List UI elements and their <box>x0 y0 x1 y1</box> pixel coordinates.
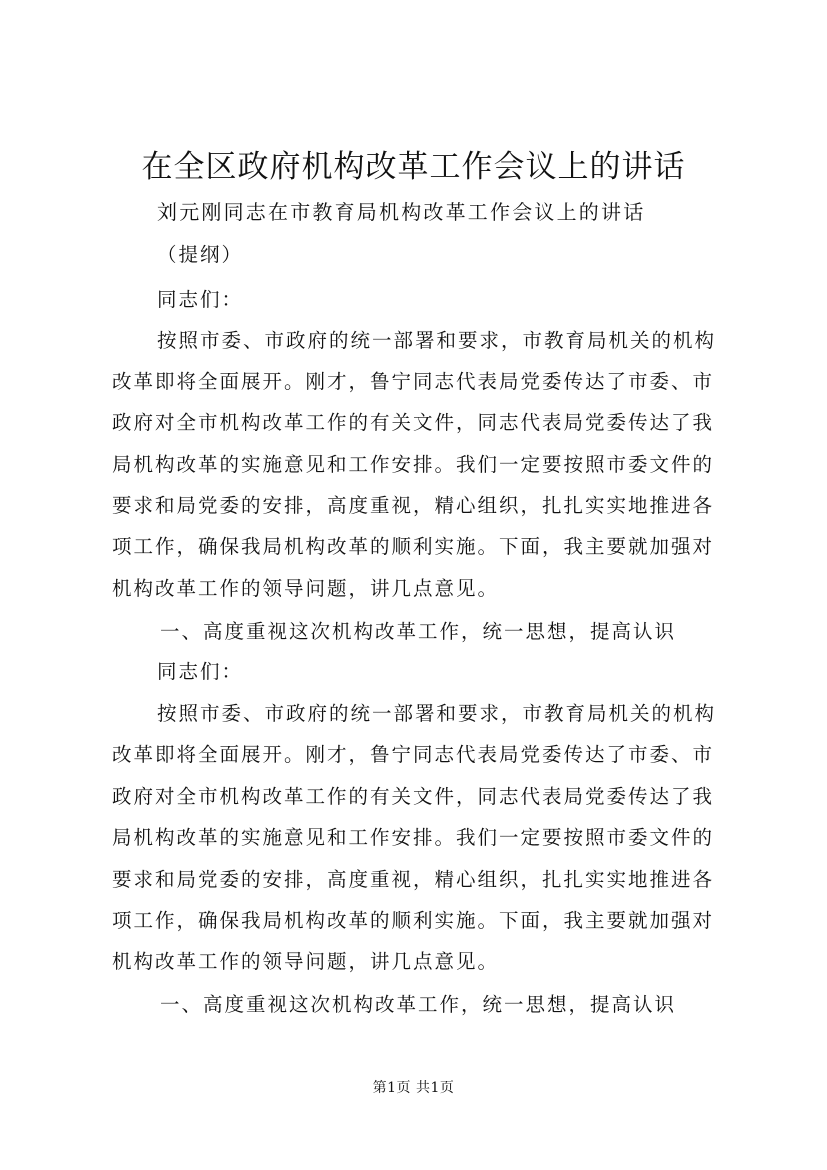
outline-note: （提纲） <box>157 243 244 266</box>
document-title: 在全区政府机构改革工作会议上的讲话 <box>141 149 686 185</box>
greeting: 同志们： <box>157 660 244 683</box>
paragraph-line: 要求和局党委的安排，高度重视，精心组织，扎扎实实地推进各 <box>112 868 715 891</box>
greeting: 同志们： <box>157 288 244 311</box>
paragraph-line: 机构改革工作的领导问题，讲几点意见。 <box>112 577 500 600</box>
paragraph-line: 按照市委、市政府的统一部署和要求，市教育局机关的机构 <box>157 702 717 725</box>
paragraph-line: 项工作，确保我局机构改革的顺利实施。下面，我主要就加强对 <box>112 535 715 558</box>
paragraph-line: 局机构改革的实施意见和工作安排。我们一定要按照市委文件的 <box>112 826 715 849</box>
paragraph-line: 局机构改革的实施意见和工作安排。我们一定要按照市委文件的 <box>112 453 715 476</box>
section-heading: 一、高度重视这次机构改革工作，统一思想，提高认识 <box>160 993 677 1016</box>
paragraph-line: 改革即将全面展开。刚才，鲁宁同志代表局党委传达了市委、市 <box>112 370 715 393</box>
paragraph-line: 政府对全市机构改革工作的有关文件，同志代表局党委传达了我 <box>112 411 715 434</box>
document-subtitle: 刘元刚同志在市教育局机构改革工作会议上的讲话 <box>157 200 646 224</box>
paragraph-line: 项工作，确保我局机构改革的顺利实施。下面，我主要就加强对 <box>112 909 715 932</box>
paragraph-line: 改革即将全面展开。刚才，鲁宁同志代表局党委传达了市委、市 <box>112 743 715 766</box>
paragraph-line: 要求和局党委的安排，高度重视，精心组织，扎扎实实地推进各 <box>112 494 715 517</box>
paragraph-line: 机构改革工作的领导问题，讲几点意见。 <box>112 950 500 973</box>
section-heading: 一、高度重视这次机构改革工作，统一思想，提高认识 <box>160 620 677 643</box>
page-number-footer: 第1页 共1页 <box>372 1080 455 1096</box>
paragraph-line: 政府对全市机构改革工作的有关文件，同志代表局党委传达了我 <box>112 785 715 808</box>
paragraph-line: 按照市委、市政府的统一部署和要求，市教育局机关的机构 <box>157 329 717 352</box>
